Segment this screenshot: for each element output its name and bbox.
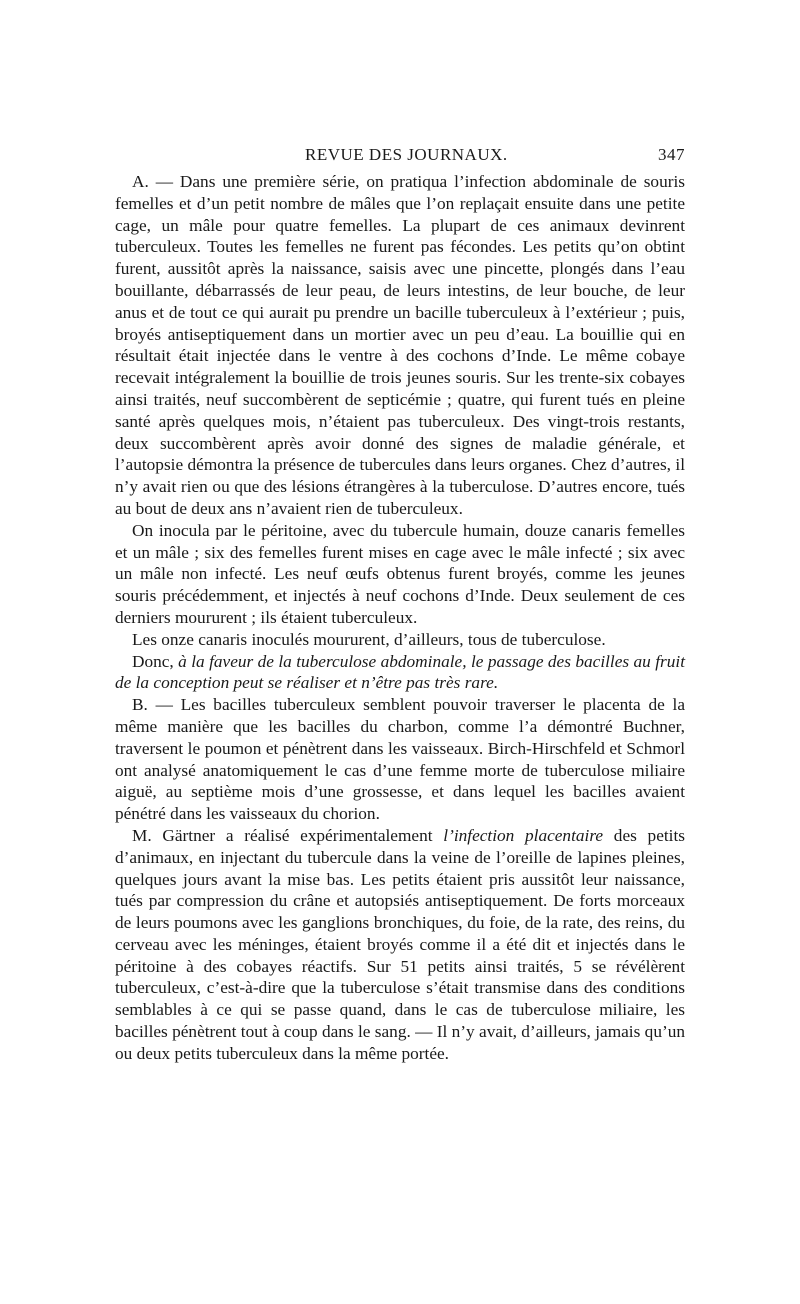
donc-lead: Donc, [132,651,179,671]
running-header [115,143,685,167]
gartner-before: M. Gärtner a réalisé expérimentalement [132,825,444,845]
paragraph-b: B. — Les bacilles tuberculeux semblent pouvoir traverser le placenta de la même manière que les bacilles du charbon, comme l’a démontré Buchner, traversent le poumon et pénètrent dans les vaisseaux. Birch-Hirschfeld et Schmorl ont analysé anatomiquement le cas d’une femme morte de tuberculose miliaire aiguë, au septième mois d’une grossesse, et dans lequel les bacilles avaient pénétré dans les vaisseaux du chorion. [115,695,685,824]
paragraph-donc [115,651,685,695]
paragraph-canaris: On inocula par le péritoine, avec du tubercule humain, douze canaris femelles et un mâle ; six des femelles furent mises en cage avec le mâle infecté ; six avec un mâle non infecté. Les neuf œufs obtenus furent broyés, comme les jeunes souris précédemment, et injectés à neuf cochons d’Inde. Deux seulement de ces derniers moururent ; ils étaient tuberculeux. [115,520,685,627]
running-title: REVUE DES JOURNAUX. [305,145,508,164]
paragraph-gartner [115,825,685,1065]
gartner-italic: l’infection placentaire [443,825,604,845]
paragraph-a: A. — Dans une première série, on pratiqua l’infection abdominale de souris femelles et d’un petit nombre de mâles que l’on replaçait ensuite dans une petite cage, un mâle pour quatre femelles. La plupart de ces animaux devinrent tuberculeux. Toutes les femelles ne furent pas fécondes. Les petits qu’on obtint furent, aussitôt après la naissance, saisis avec une pincette, plongés dans l’eau bouillante, débarrassés de leur peau, de leurs intestins, de leur bouche, de leur anus et de tout ce qui aurait pu prendre un bacille tuberculeux à l’extérieur ; puis, broyés antiseptiquement dans un mortier avec un peu d’eau. La bouillie qui en résultait était injectée dans le ventre à des cochons d’Inde. Le même cobaye recevait intégralement la bouillie de trois jeunes souris. Sur les trente-six cobayes ainsi traités, neuf succombèrent de septicémie ; quatre, qui furent tués en pleine santé après quelques mois, n’étaient pas tuberculeux. Des vingt-trois restants, deux succombèrent après avoir donné des signes de maladie générale, et l’autopsie démontra la présence de tubercules dans leurs organes. Chez d’autres, il n’y avait rien ou que des lésions étrangères à la tuberculose. D’autres encore, tués au bout de deux ans n’avaient rien de tuberculeux. [115,172,685,518]
donc-conclusion: à la faveur de la tuberculose abdominale, le passage des bacilles au fruit de la conception peut se réaliser et n’être pas très rare. [115,651,685,693]
article-body [115,171,685,1065]
page-number: 347 [658,145,685,164]
paragraph-onze-canaris: Les onze canaris inoculés moururent, d’ailleurs, tous de tuberculose. [132,629,606,649]
gartner-after: des petits d’animaux, en injectant du tubercule dans la veine de l’oreille de lapines pleines, quelques jours avant la mise bas. Les petits étaient pris aussitôt leur naissance, tués par compression du crâne et autopsiés antiseptiquement. De forts morceaux de leurs poumons avec les ganglions bronchiques, du foie, de la rate, des reins, du cerveau avec les méninges, étaient broyés comme il a été dit et injectés dans le péritoine à des cobayes réactifs. Sur 51 petits ainsi traités, 5 se révélèrent tuberculeux, c’est-à-dire que la tuberculose s’était transmise dans des conditions semblables à ce qui se passe quand, dans le cas de tuberculose miliaire, les bacilles pénètrent tout à coup dans le sang. — Il n’y avait, d’ailleurs, jamais qu’un ou deux petits tuberculeux dans la même portée. [115,825,685,1063]
